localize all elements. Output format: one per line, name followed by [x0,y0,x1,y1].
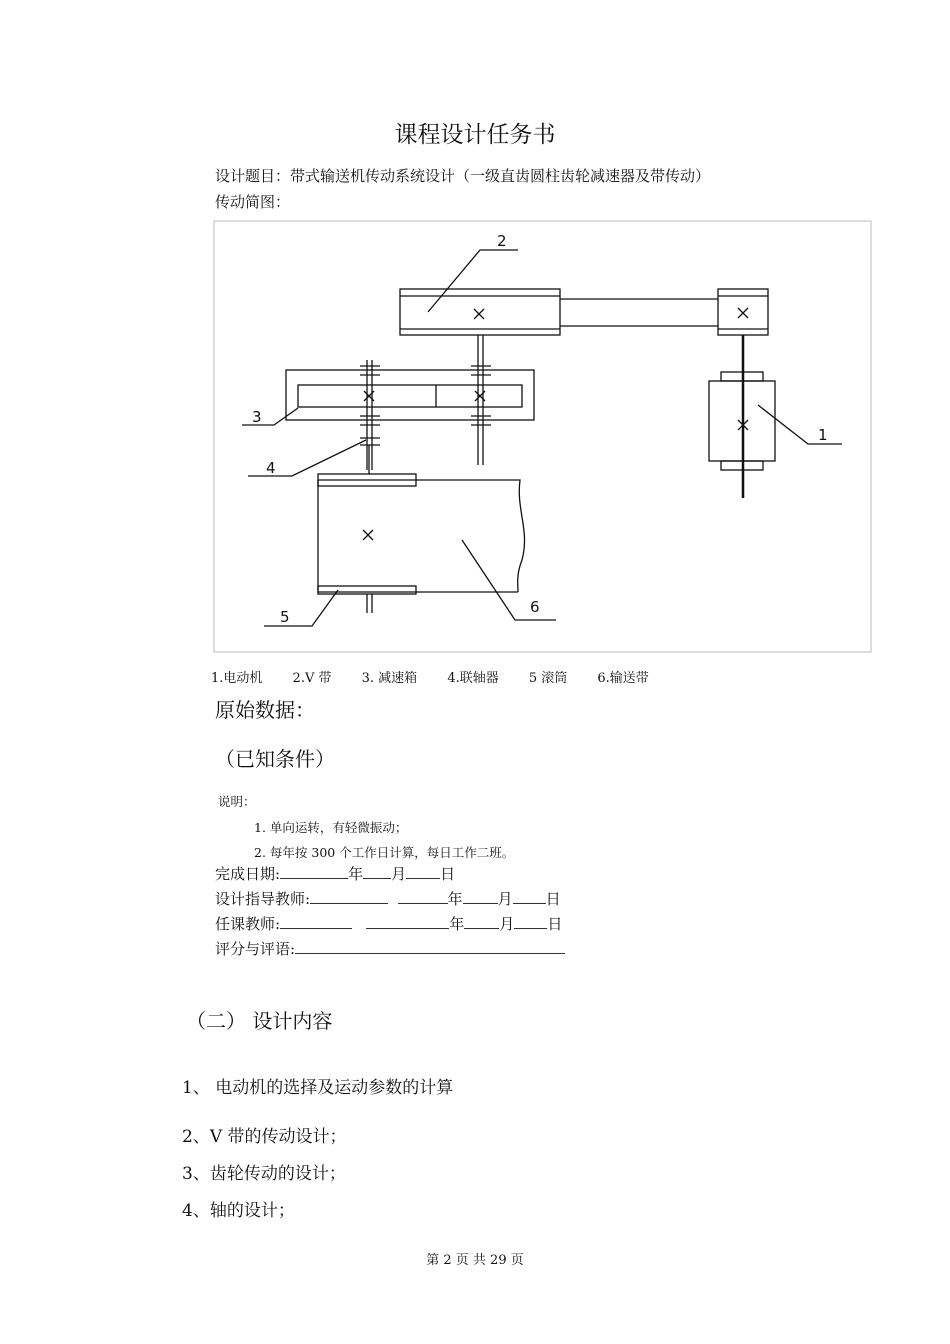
label-3: 3 [252,408,262,426]
diagram-legend [211,667,675,686]
label-2: 2 [497,232,507,250]
original-data-heading: 原始数据： [215,698,315,722]
known-conditions: （已知条件） [215,747,335,771]
section-heading: （二） 设计内容 [186,1009,333,1033]
label-5: 5 [280,608,290,626]
note-item: 2. 每年按 300 个工作日计算，每日工作二班。 [254,845,515,860]
legend-conveyor-belt: 6.输送带 [597,671,649,686]
content-item: 1、 电动机的选择及运动参数的计算 [182,1078,454,1098]
content-item: 3、齿轮传动的设计； [182,1164,346,1184]
advisor-row: 设计指导教师: 年 月 日 [215,890,561,908]
content-item: 4、轴的设计； [182,1201,295,1221]
legend-drum: 5 滚筒 [528,671,568,686]
content-item: 2、V 带的传动设计； [182,1127,347,1147]
legend-motor: 1.电动机 [211,671,263,686]
notes-label: 说明： [218,794,256,809]
label-6: 6 [530,598,540,616]
note-item: 1. 单向运转，有轻微振动； [254,820,408,835]
legend-v-belt: 2.V 带 [292,671,332,686]
teacher-row: 任课教师: 年 月 日 [215,915,563,933]
review-row: 评分与评语: [215,938,565,959]
label-4: 4 [266,459,276,477]
page-footer: 第 2 页 共 29 页 [426,1253,524,1268]
diagram-caption: 传动简图： [215,193,291,211]
legend-coupling: 4.联轴器 [447,671,499,686]
page-title: 课程设计任务书 [394,122,556,148]
design-topic: 设计题目：带式输送机传动系统设计（一级直齿圆柱齿轮减速器及带传动） [215,167,711,185]
legend-reducer: 3. 减速箱 [361,671,418,686]
completion-date-row: 完成日期: 年 月 日 [215,865,456,883]
label-1: 1 [818,426,828,444]
